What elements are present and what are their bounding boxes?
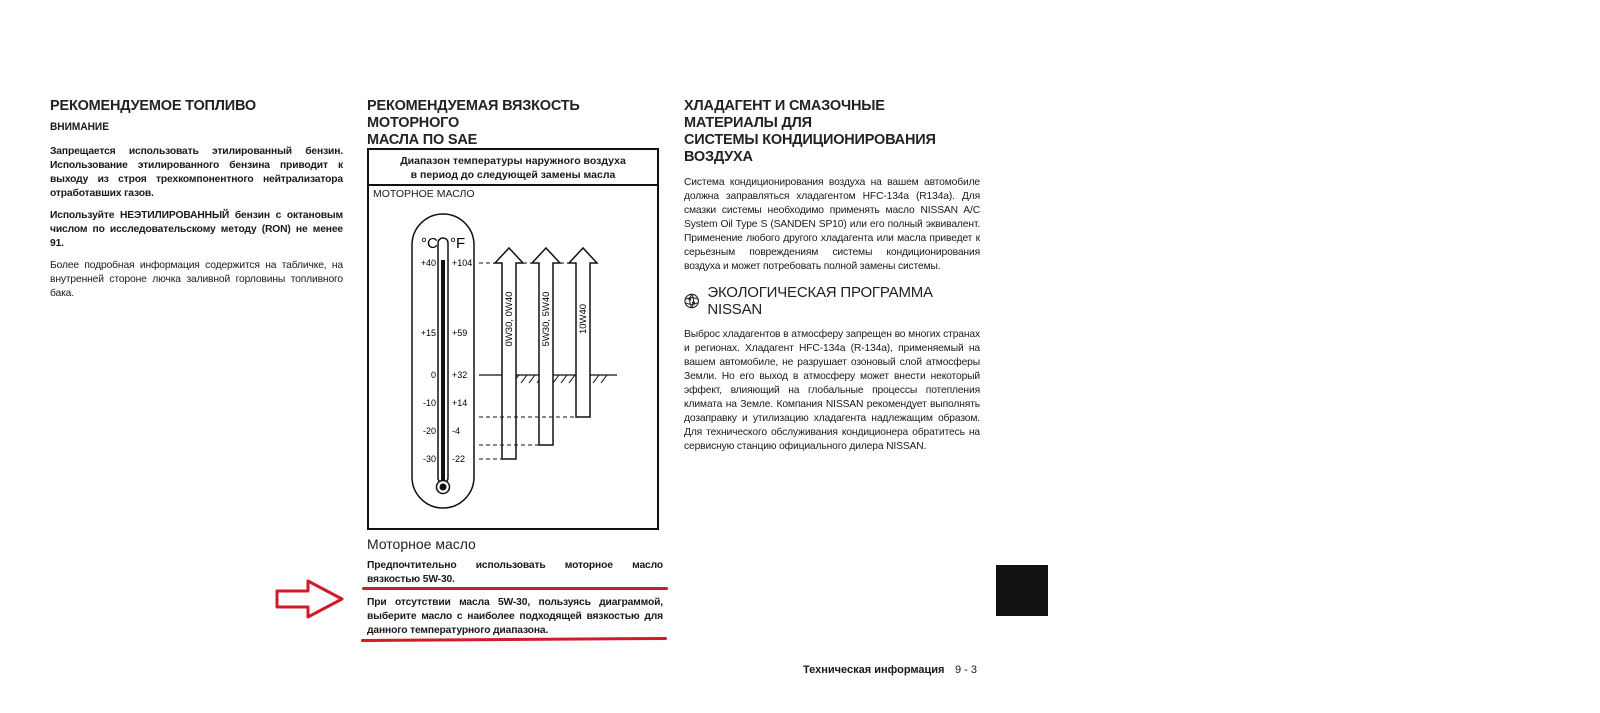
viscosity-range-bar	[495, 248, 523, 459]
tick-celsius: -10	[422, 398, 436, 408]
hatch-mark	[529, 375, 535, 383]
thermometer-bulb-fill	[440, 484, 447, 491]
prefer-text: Предпочтительно использовать моторное масло вязкостью 5W-30.	[367, 560, 663, 585]
unleaded-text: Используйте НЕЭТИЛИРОВАННЫЙ бензин с октановым числом по исследовательскому методу (RON) не менее 91.	[50, 210, 343, 249]
fuel-title: РЕКОМЕНДУЕМОЕ ТОПЛИВО	[50, 98, 256, 114]
ac-section	[684, 98, 980, 462]
tick-fahrenheit: +14	[452, 398, 468, 408]
tick-fahrenheit: +59	[452, 328, 468, 338]
viscosity-section	[367, 98, 664, 149]
hatch-mark	[561, 375, 567, 383]
eco-text: Выброс хладагентов в атмосферу запрещен во многих странах и регионах. Хладагент HFC-134a (R-134a), применяемый на вашем автомобиле, не разрушает озоновый слой атмосферы Земли. Но его выход в атмосферу может внести некоторый эффект, влияющий на глобальные процессы потепления климата на Земле. Компания NISSAN рекомендует выполнять дозаправку и утилизацию хладагента надлежащим образом. Для технического обслуживания кондиционера обратитесь на сервисную станцию официального дилера NISSAN.	[684, 329, 980, 452]
leaded-warning-text: Запрещается использовать этилированный бензин. Использование этилированного бензина приводит к выходу из строя трехкомпонентного нейтрализатора отработавших газов.	[50, 146, 343, 199]
hatch-mark	[601, 375, 607, 383]
motor-oil-title: Моторное масло	[367, 536, 476, 552]
oil-viscosity-chart-box	[367, 148, 659, 530]
footer-section-title: Техническая информация	[803, 664, 945, 676]
section-tab-marker	[996, 565, 1048, 616]
chart-header: Диапазон температуры наружного воздуха в период до следующей замены масла	[369, 150, 657, 186]
viscosity-title: РЕКОМЕНДУЕМАЯ ВЯЗКОСТЬ МОТОРНОГО МАСЛА ПО SAE	[367, 98, 580, 148]
footer-page-number: 9 - 3	[955, 664, 978, 676]
hatch-mark	[521, 375, 527, 383]
unit-fahrenheit: °F	[450, 235, 466, 252]
red-arrow-icon	[274, 578, 346, 620]
viscosity-label: 10W40	[578, 303, 589, 335]
tick-fahrenheit: +104	[452, 258, 473, 268]
unit-celsius: °C	[421, 235, 438, 252]
tick-fahrenheit: -22	[452, 454, 466, 464]
tick-fahrenheit: -4	[452, 426, 461, 436]
tick-celsius: -30	[422, 454, 436, 464]
tick-celsius: +15	[420, 328, 436, 338]
warning-title: ВНИМАНИЕ	[50, 121, 109, 133]
chart-box-label: МОТОРНОЕ МАСЛО	[373, 188, 475, 200]
absent-text: При отсутствии масла 5W-30, пользуясь диаграммой, выберите масло с наиболее подходящей вязкостью для данного температурного диапазона.	[367, 597, 663, 636]
tick-celsius: -20	[422, 426, 436, 436]
viscosity-chart	[369, 150, 657, 528]
fuel-section	[50, 98, 343, 309]
ac-title: ХЛАДАГЕНТ И СМАЗОЧНЫЕ МАТЕРИАЛЫ ДЛЯ СИСТЕМЫ КОНДИЦИОНИРОВАНИЯ ВОЗДУХА	[684, 98, 936, 165]
fuel-info-text: Более подробная информация содержится на табличке, на внутренней стороне лючка заливной горловины топливного бака.	[50, 260, 343, 299]
tick-celsius: +40	[420, 258, 436, 268]
thermometer-mercury	[441, 260, 445, 485]
viscosity-label: 0W30, 0W40	[504, 291, 515, 347]
red-underline-1	[362, 587, 668, 590]
eco-title: ЭКОЛОГИЧЕСКАЯ ПРОГРАММА NISSAN	[707, 284, 933, 318]
eco-title-row	[684, 284, 980, 318]
globe-icon	[684, 293, 699, 309]
viscosity-label: 5W30, 5W40	[541, 291, 552, 347]
hatch-mark	[593, 375, 599, 383]
hatch-mark	[553, 375, 559, 383]
tick-fahrenheit: +32	[452, 370, 468, 380]
tick-celsius: 0	[430, 370, 436, 380]
refrigerant-text: Система кондиционирования воздуха на вашем автомобиле должна заправляться хладагентом HFC-134a (R134a). Для смазки системы необходимо применять масло NISSAN A/C System Oil Type S (SANDEN SP10) или его полный эквивалент. Применение любого другого хладагента или масла приведет к серьезным повреждениям системы кондиционирования воздуха и может потребовать полной замены системы.	[684, 177, 980, 272]
hatch-mark	[569, 375, 575, 383]
